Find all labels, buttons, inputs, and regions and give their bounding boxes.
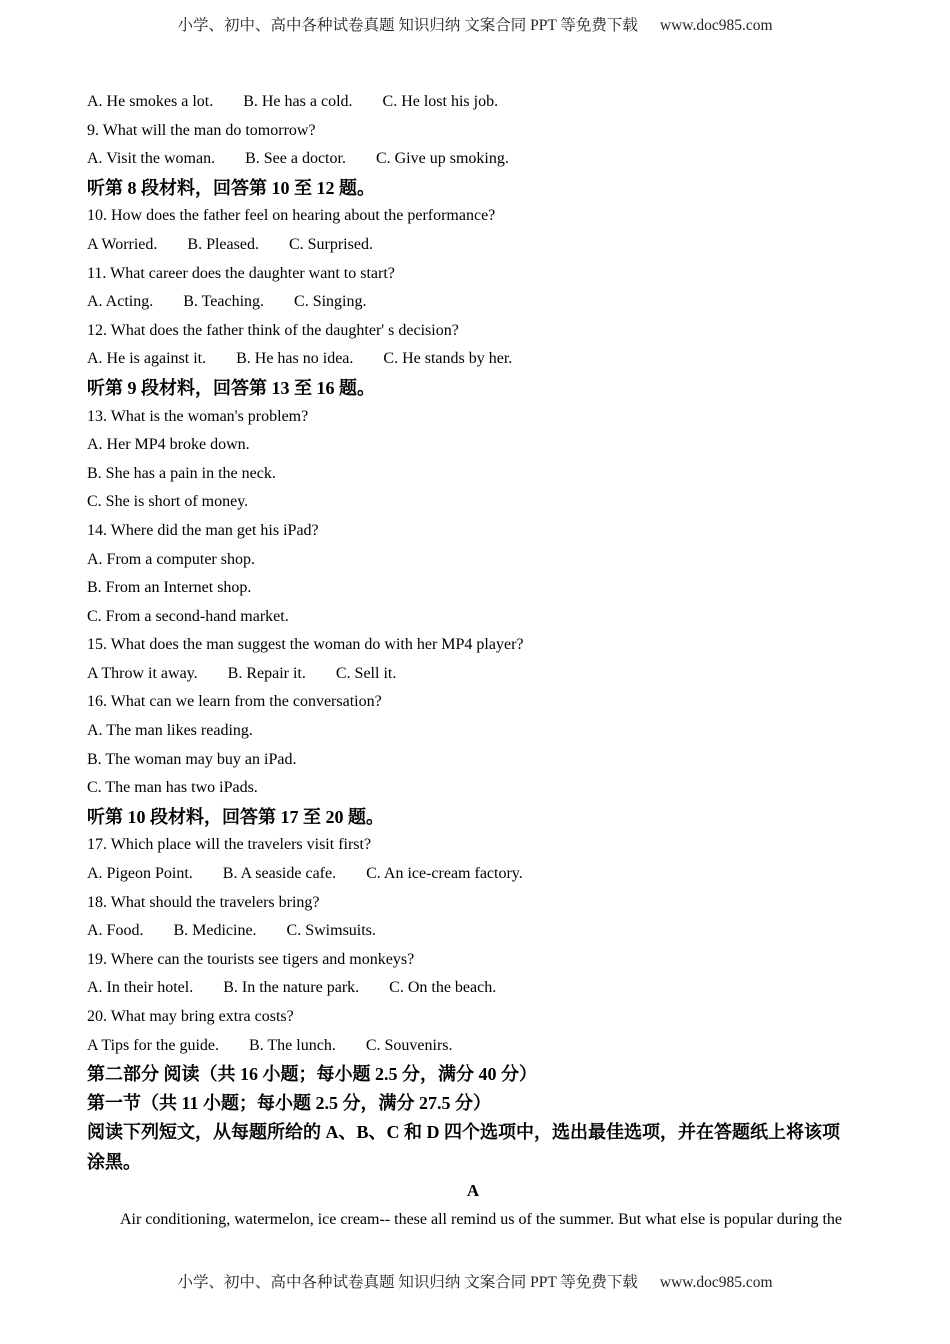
page-footer	[0, 1270, 950, 1292]
q15-option-b: B. Repair it.	[227, 664, 306, 682]
q12-option-b: B. He has no idea.	[236, 350, 354, 368]
part2-section1-heading: 第一节（共 11 小题；每小题 2.5 分，满分 27.5 分）	[87, 1092, 492, 1113]
section9-heading: 听第 9 段材料，回答第 13 至 16 题。	[87, 377, 375, 398]
page-header	[0, 13, 950, 35]
q19-option-c: C. On the beach.	[389, 979, 497, 997]
q20-options	[87, 1032, 877, 1061]
section10-heading: 听第 10 段材料，回答第 17 至 20 题。	[87, 806, 384, 827]
q18-question: 18. What should the travelers bring?	[87, 893, 320, 911]
header-text: 小学、初中、高中各种试卷真题 知识归纳 文案合同 PPT 等免费下载	[177, 17, 638, 34]
footer-text: 小学、初中、高中各种试卷真题 知识归纳 文案合同 PPT 等免费下载	[177, 1274, 638, 1291]
q14-option-c: C. From a second-hand market.	[87, 607, 289, 625]
q20-question: 20. What may bring extra costs?	[87, 1008, 294, 1025]
exam-content	[87, 88, 877, 1235]
q20-option-a: A Tips for the guide.	[87, 1036, 220, 1054]
q12-options	[87, 345, 877, 374]
footer-site-link[interactable]: www.doc985.com	[659, 1274, 773, 1291]
q17-options	[87, 860, 877, 889]
part2-heading: 第二部分 阅读（共 16 小题；每小题 2.5 分，满分 40 分）	[87, 1064, 537, 1085]
section8-heading: 听第 8 段材料，回答第 10 至 12 题。	[87, 177, 375, 198]
passage-a-first-line: Air conditioning, watermelon, ice cream-- these all remind us of the summer. But what else is popular during the	[120, 1210, 843, 1228]
q11-question: 11. What career does the daughter want to start?	[87, 264, 395, 282]
q11-option-b: B. Teaching.	[183, 293, 265, 311]
q9-option-a: A. Visit the woman.	[87, 150, 216, 168]
q19-option-b: B. In the nature park.	[223, 979, 360, 997]
q20-option-b: B. The lunch.	[249, 1036, 336, 1054]
header-site-link[interactable]: www.doc985.com	[659, 17, 773, 34]
q10-option-c: C. Surprised.	[288, 235, 373, 253]
q13-option-a: A. Her MP4 broke down.	[87, 436, 250, 454]
q11-option-a: A. Acting.	[87, 293, 154, 311]
q11-option-c: C. Singing.	[294, 293, 367, 311]
q8-option-b: B. He has a cold.	[243, 93, 353, 110]
q16-question: 16. What can we learn from the conversation?	[87, 693, 382, 711]
q18-option-b: B. Medicine.	[173, 922, 257, 940]
q16-option-c: C. The man has two iPads.	[87, 779, 258, 797]
q18-options	[87, 917, 877, 946]
q17-question: 17. Which place will the travelers visit first?	[87, 836, 372, 854]
q15-option-a: A Throw it away.	[87, 664, 198, 682]
q10-question: 10. How does the father feel on hearing about the performance?	[87, 207, 496, 225]
q12-question: 12. What does the father think of the daughter' s decision?	[87, 321, 459, 339]
q9-options	[87, 145, 877, 174]
q17-option-a: A. Pigeon Point.	[87, 865, 193, 883]
q9-question: 9. What will the man do tomorrow?	[87, 121, 316, 139]
q19-option-a: A. In their hotel.	[87, 979, 194, 997]
q12-option-a: A. He is against it.	[87, 350, 207, 368]
q10-option-b: B. Pleased.	[187, 235, 259, 253]
q10-option-a: A Worried.	[87, 235, 158, 253]
q15-question: 15. What does the man suggest the woman do with her MP4 player?	[87, 636, 524, 654]
passage-a-label: A	[466, 1181, 480, 1201]
q17-option-b: B. A seaside cafe.	[222, 865, 337, 883]
q8-option-a: A. He smokes a lot.	[87, 93, 214, 110]
q15-options	[87, 660, 877, 689]
q18-option-c: C. Swimsuits.	[286, 922, 376, 940]
q14-question: 14. Where did the man get his iPad?	[87, 521, 319, 539]
part2-instruction: 阅读下列短文，从每题所给的 A、B、C 和 D 四个选项中，选出最佳选项，并在答题纸上将该项涂黑。	[87, 1122, 840, 1173]
q8-options	[87, 88, 877, 117]
q9-option-b: B. See a doctor.	[245, 150, 346, 168]
q9-option-c: C. Give up smoking.	[375, 150, 509, 168]
q11-options	[87, 288, 877, 317]
q13-option-b: B. She has a pain in the neck.	[87, 464, 276, 482]
q17-option-c: C. An ice-cream factory.	[366, 865, 523, 883]
q8-option-c: C. He lost his job.	[382, 93, 499, 110]
q19-question: 19. Where can the tourists see tigers and monkeys?	[87, 950, 415, 968]
q14-option-a: A. From a computer shop.	[87, 550, 255, 568]
q14-option-b: B. From an Internet shop.	[87, 579, 252, 597]
q16-option-a: A. The man likes reading.	[87, 722, 253, 740]
q16-option-b: B. The woman may buy an iPad.	[87, 750, 297, 768]
q10-options	[87, 231, 877, 260]
q15-option-c: C. Sell it.	[335, 664, 397, 682]
q19-options	[87, 974, 877, 1003]
q13-option-c: C. She is short of money.	[87, 493, 249, 511]
q12-option-c: C. He stands by her.	[383, 350, 513, 368]
q18-option-a: A. Food.	[87, 922, 144, 940]
q20-option-c: C. Souvenirs.	[365, 1036, 453, 1054]
q13-question: 13. What is the woman's problem?	[87, 407, 309, 425]
